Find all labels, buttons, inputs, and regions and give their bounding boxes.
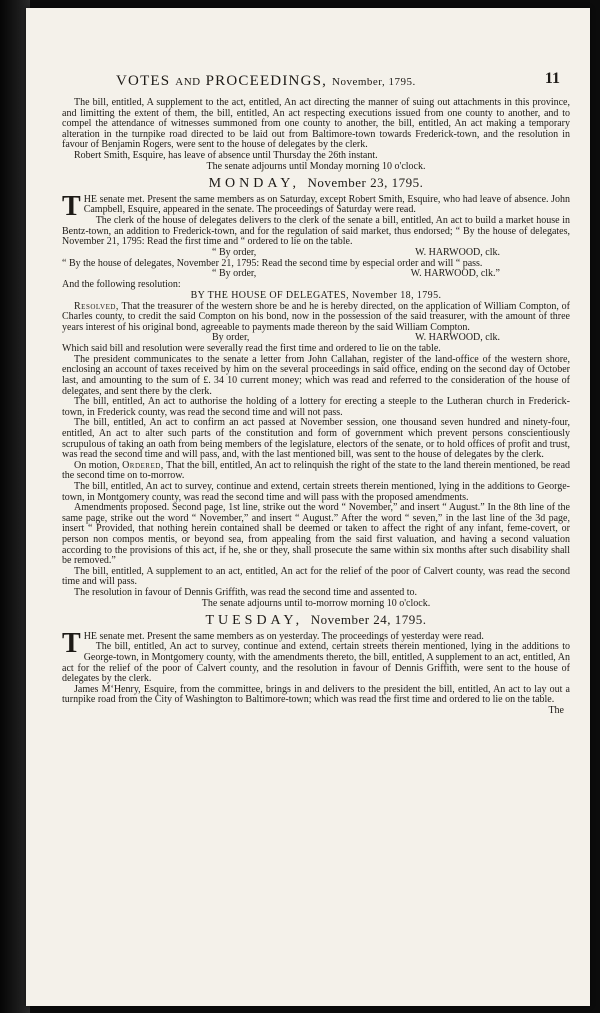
- monday-paragraph-1: [62, 190, 570, 222]
- document-page: [26, 8, 590, 1006]
- title-rest: PROCEEDINGS,: [205, 73, 328, 89]
- sig3-name: W. HARWOOD, clk.: [415, 332, 500, 344]
- catchword: The: [548, 704, 564, 716]
- monday-paragraph-9: The bill, entitled, An act to survey, continue and extend, certain streets therein mentioned, lying in the additions to George-town, in Montgomery county, was read the second time and will pass with the proposed amendments.: [62, 481, 570, 503]
- resolved-paragraph: [62, 302, 570, 334]
- resolved-text: That the treasurer of the western shore be and he is hereby directed, on the application of William Compton, of Charles county, to credit the said Compton on his bond, now in the possession of the said treasurer, with the amount of three years interest of his original bond, agreeable to payments made thereon by the said William Compton.: [62, 300, 570, 333]
- title-and: AND: [175, 76, 201, 88]
- intro-adjourn: The senate adjourns until Monday morning 10 o'clock.: [206, 160, 426, 172]
- signature-2: [62, 269, 570, 280]
- intro-paragraph-1: The bill, entitled, A supplement to the act, entitled, An act directing the manner of suing out attachments in this province, and limitting the extent of them, the bill, entitled, An act respecting executions issued from one county to another, and to compel the attendance of witnesses summoned from one county to another, the bill, entitled, An act making a temporary alteration in the turnpike road directed to be laid out from Baltimore-town towards Frederick-town, and the resolution in favour of Benjamin Rogers, were sent to the house of delegates by the clerk.: [62, 97, 570, 151]
- tuesday-dropcap: T: [62, 627, 81, 659]
- title-date: November, 1795.: [332, 76, 416, 88]
- monday-paragraph-4: And the following resolution:: [62, 279, 181, 291]
- tuesday-date: November 24, 1795.: [310, 612, 427, 628]
- tuesday-day: TUESDAY,: [205, 613, 304, 629]
- monday-date: November 23, 1795.: [307, 175, 424, 191]
- monday-paragraph-2: The clerk of the house of delegates delivers to the clerk of the senate a bill, entitled, An act to build a market house in Bentz-town, an addition to Frederick-town, and for the regulation of said market, thus endorsed; “ By the house of delegates, November 21, 1795: Read the first time and “ ordered to lie on the table.: [62, 214, 570, 248]
- monday-adjourn: The senate adjourns until to-morrow morning 10 o'clock.: [201, 597, 431, 609]
- monday-p1-text: HE senate met. Present the same members as on Saturday, except Robert Smith, Esquire, who had leave of absence. John Campbell, Esquire, appeared in the senate. The proceedings of Saturday were read.: [83, 193, 570, 216]
- tuesday-paragraph-2: The bill, entitled, An act to survey, continue and extend, certain streets therein mentioned, lying in the additions to George-town, in Montgomery county, with the amendments thereto, the bill, entitled, A supplement to an act, entitled, An act for the relief of the poor of Calvert county, and the resolution in favour of Dennis Griffith, were sent to the house of delegates by the clerk.: [62, 641, 570, 685]
- monday-day: MONDAY,: [208, 176, 301, 192]
- page-title: [116, 73, 416, 89]
- page-number: 11: [544, 70, 560, 87]
- signature-3: [62, 333, 570, 344]
- signature-1: [62, 248, 570, 259]
- monday-paragraph-6: The president communicates to the senate a letter from John Callahan, register of the land-office of the western shore, enclosing an account of taxes received by him on the several proceedings in said office, ending on the second day of October last, and amounting to the sum of £. 34 10 current money; which was read and referred to the consideration of the house of delegates, and sent there by the clerk.: [62, 353, 570, 397]
- ordered-paragraph: [62, 461, 570, 482]
- sig1-name: W. HARWOOD, clk.: [415, 246, 500, 258]
- ordered-pre: On motion,: [74, 459, 123, 471]
- page-content: [62, 8, 570, 716]
- resolved-label: Resolved,: [74, 300, 119, 312]
- resolution-heading: BY THE HOUSE OF DELEGATES, November 18, 1795.: [190, 289, 442, 301]
- intro-paragraph-2: Robert Smith, Esquire, has leave of absence until Thursday the 26th instant.: [74, 149, 378, 161]
- monday-paragraph-10: Amendments proposed. Second page, 1st line, strike out the word “ November,” and insert “ August.” In the 8th line of the same page, strike out the word “ November,” and insert “ August.” After the word “ seven,” in the last line of the 3d page, insert “ Provided, that nothing herein contained shall be deemed or taken to affect the right of any infant, feme-covert, or person non compos mentis, or beyond sea, from appealing from the said first valuation, and having a second valuation according to the provisions of this act, if he, she or they, shall prosecute the same within six months after such disability shall be removed.”: [62, 502, 570, 567]
- sig1-by: “ By order,: [212, 246, 257, 258]
- monday-paragraph-5: Which said bill and resolution were severally read the first time and ordered to lie on the table.: [62, 343, 441, 355]
- running-header: [62, 70, 570, 98]
- ordered-label: Ordered,: [122, 459, 164, 471]
- ordered-text: That the bill, entitled, An act to relinquish the right of the state to the land therein mentioned, be read the second time on to-morrow.: [62, 459, 571, 482]
- monday-paragraph-8: The bill, entitled, An act to confirm an act passed at November session, one thousand seven hundred and ninety-four, entitled, An act to alter such parts of the constitution and form of government which prevent persons conscientiously scrupulous of taking an oath from being members of the legislature, electors of the senate, or to hold offices of profit and trust, was read the second time and will pass, and, with the last mentioned bill, was sent to the house of delegates by the clerk.: [62, 417, 570, 461]
- tuesday-heading: [62, 612, 570, 629]
- sig3-by: By order,: [212, 332, 250, 344]
- monday-heading: [62, 175, 570, 192]
- title-main: VOTES: [116, 73, 171, 89]
- monday-paragraph-12: The resolution in favour of Dennis Griffith, was read the second time and assented to.: [74, 586, 418, 598]
- monday-paragraph-3: “ By the house of delegates, November 21, 1795: Read the second time by especial order and will “ pass.: [62, 257, 483, 269]
- sig2-by: “ By order,: [212, 268, 257, 280]
- monday-paragraph-7: The bill, entitled, An act to authorise the holding of a lottery for erecting a steeple to the Lutheran church in Frederick-town, in Frederick county, was read the second time and will not pass.: [62, 396, 570, 418]
- monday-paragraph-11: The bill, entitled, A supplement to an act, entitled, An act for the relief of the poor of Calvert county, was read the second time and will pass.: [62, 565, 570, 588]
- monday-dropcap: T: [62, 190, 81, 222]
- tuesday-paragraph-3: James M‘Henry, Esquire, from the committee, brings in and delivers to the president the bill, entitled, An act to lay out a turnpike road from the City of Washington to Baltimore-town; which was read the first time and ordered to lie on the table.: [62, 683, 570, 706]
- sig2-name: W. HARWOOD, clk.”: [410, 268, 500, 280]
- tuesday-p1-text: HE senate met. Present the same members as on yesterday. The proceedings of yesterday were read.: [83, 630, 484, 642]
